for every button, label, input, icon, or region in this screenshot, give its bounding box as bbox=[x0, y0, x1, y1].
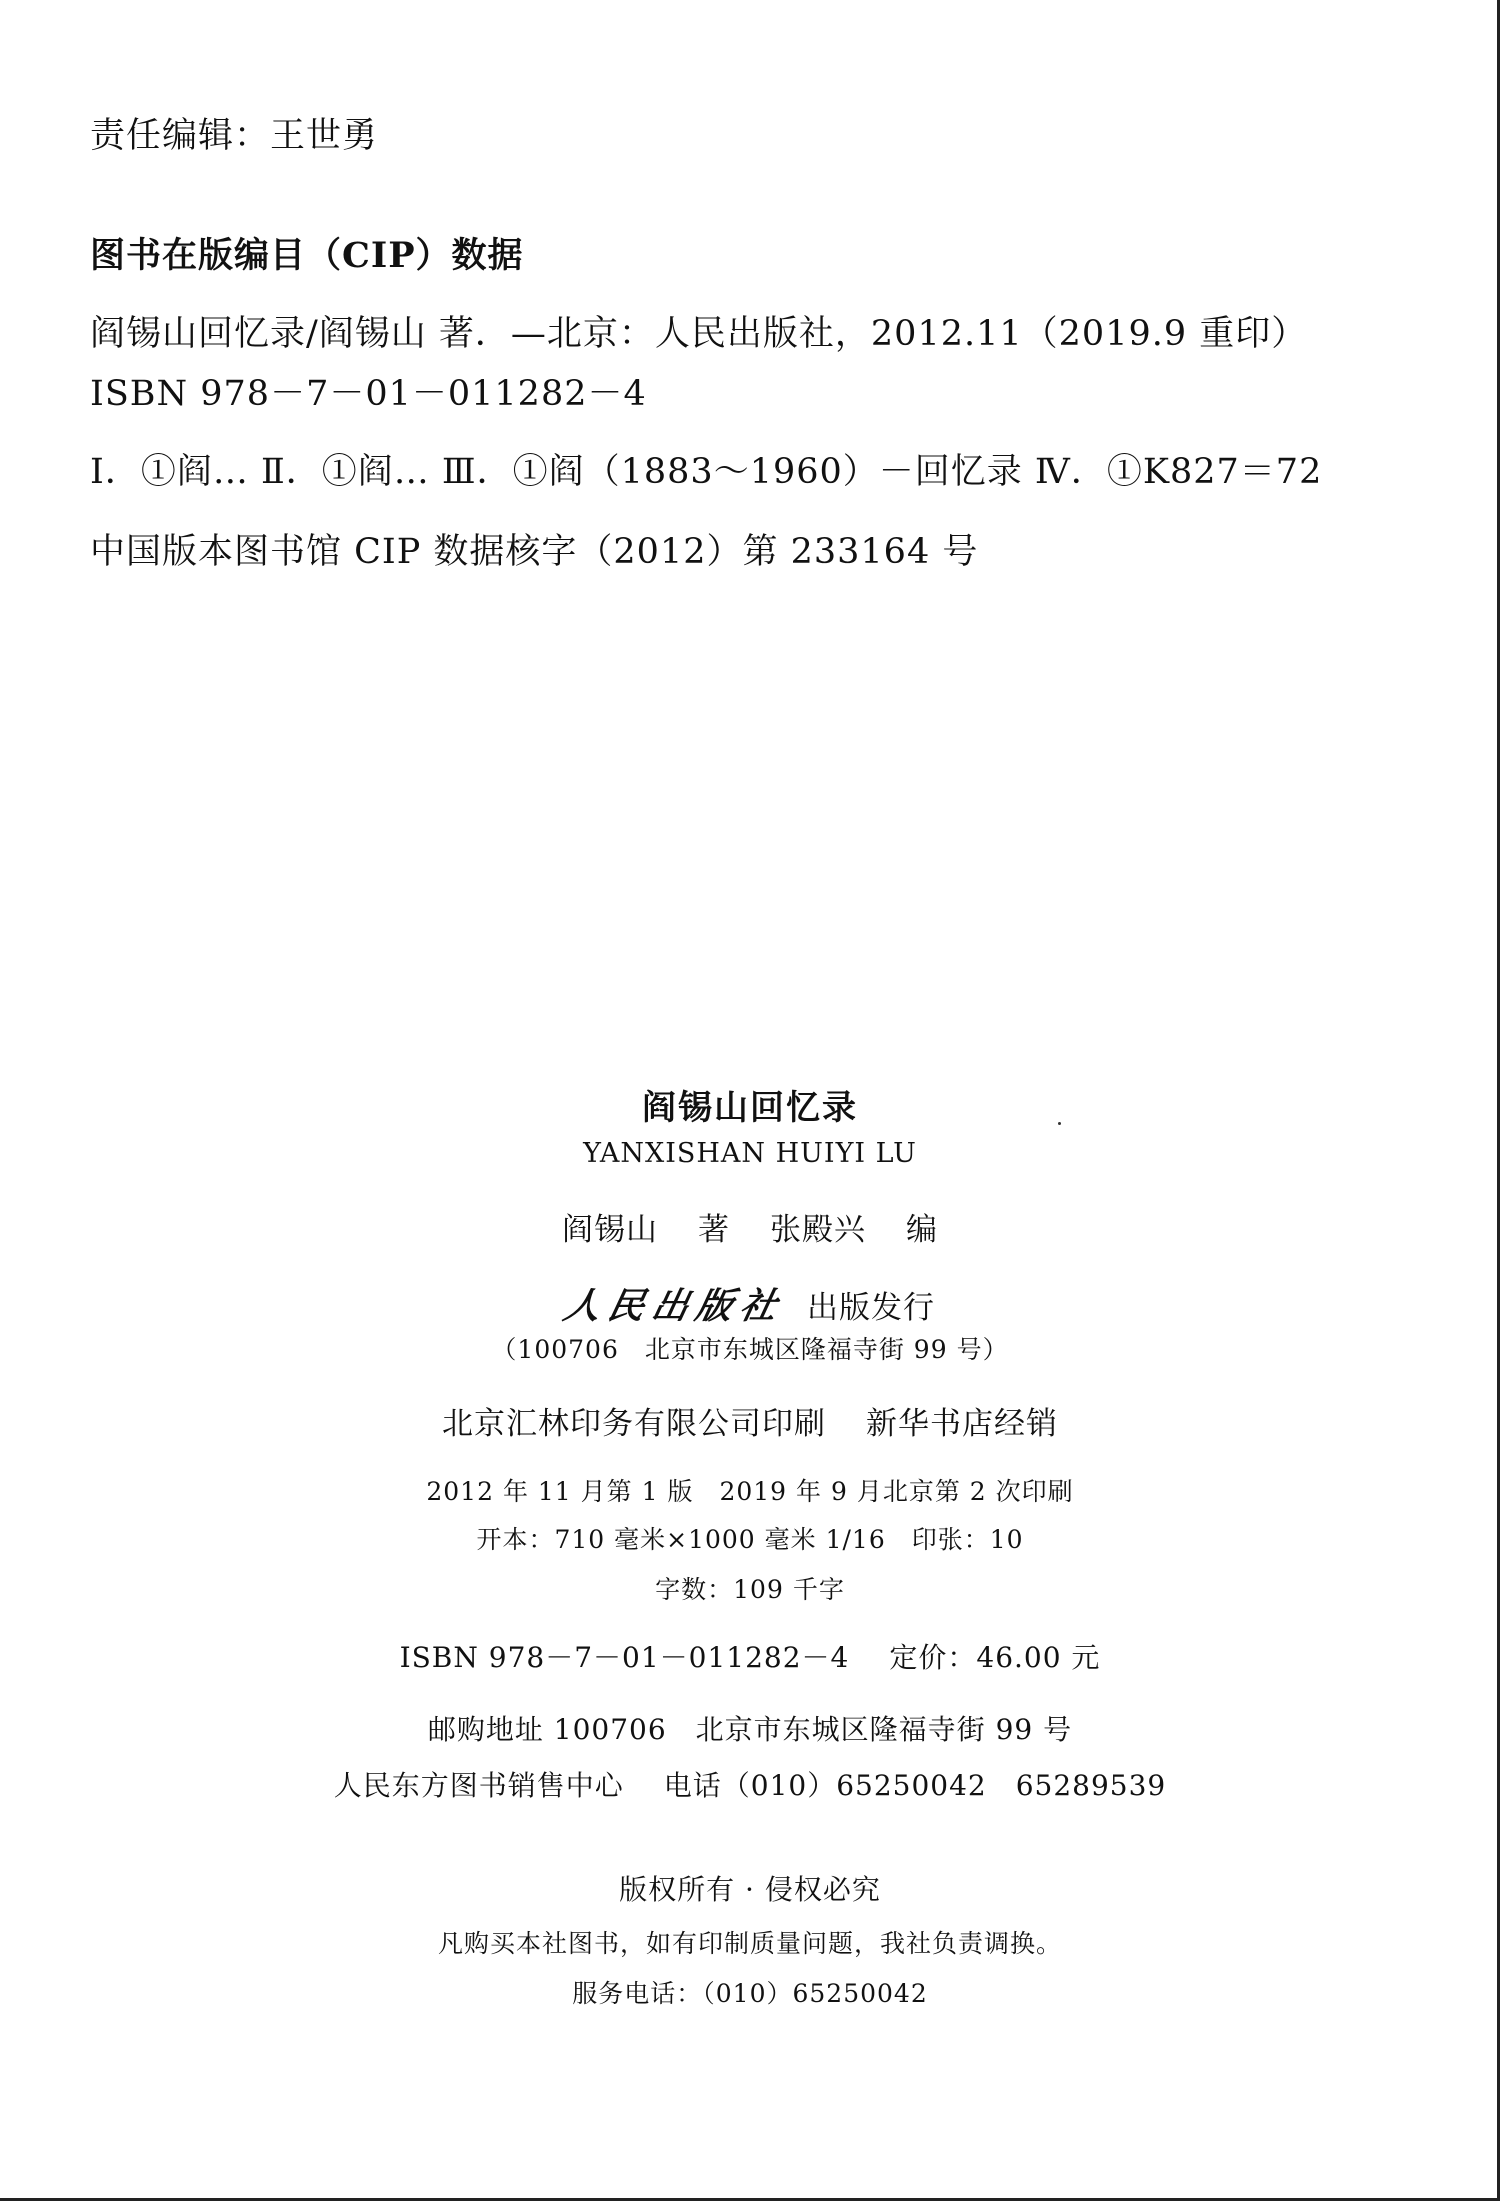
edition-info: 2012 年 11 月第 1 版 2019 年 9 月北京第 2 次印刷 bbox=[426, 1477, 1074, 1506]
service-phone: 服务电话：（010）65250042 bbox=[572, 1979, 928, 2008]
word-count: 字数：109 千字 bbox=[655, 1575, 845, 1604]
sales-line bbox=[0, 1764, 1500, 1804]
quality-notice: 凡购买本社图书，如有印制质量问题，我社负责调换。 bbox=[437, 1929, 1062, 1958]
cip-classification: Ⅰ．①阎… Ⅱ．①阎… Ⅲ．①阎（1883～1960）－回忆录 Ⅳ．①K827＝72 bbox=[90, 452, 1323, 492]
cip-isbn: ISBN 978－7－01－011282－4 bbox=[90, 374, 647, 414]
distributor: 新华书店经销 bbox=[866, 1406, 1058, 1442]
sales-center: 人民东方图书销售中心 bbox=[333, 1769, 624, 1802]
author-line bbox=[0, 1204, 1500, 1249]
mail-order-address: 邮购地址 100706 北京市东城区隆福寺街 99 号 bbox=[427, 1713, 1073, 1746]
editor-name: 张殿兴 bbox=[770, 1212, 866, 1248]
author-name: 阎锡山 bbox=[562, 1212, 658, 1248]
publisher-logo: 人民出版社 bbox=[559, 1285, 789, 1327]
colophon-isbn: ISBN 978－7－01－011282－4 bbox=[399, 1641, 850, 1674]
printer: 北京汇林印务有限公司印刷 bbox=[442, 1406, 826, 1442]
cip-heading: 图书在版编目（CIP）数据 bbox=[90, 235, 524, 276]
responsible-editor: 责任编辑：王世勇 bbox=[90, 116, 379, 156]
author-role: 著 bbox=[698, 1212, 730, 1248]
sales-phone: 电话（010）65250042 65289539 bbox=[663, 1769, 1167, 1802]
publisher-address: （100706 北京市东城区隆福寺街 99 号） bbox=[491, 1335, 1009, 1364]
printer-line bbox=[0, 1398, 1500, 1443]
editor-role: 编 bbox=[906, 1212, 938, 1248]
copyright-notice: 版权所有 · 侵权必究 bbox=[619, 1873, 881, 1906]
publisher-line bbox=[0, 1278, 1500, 1329]
price: 定价：46.00 元 bbox=[889, 1641, 1101, 1674]
book-title-pinyin: YANXISHAN HUIYI LU bbox=[583, 1138, 917, 1169]
format-info: 开本：710 毫米×1000 毫米 1/16 印张：10 bbox=[476, 1525, 1024, 1554]
cip-record-number: 中国版本图书馆 CIP 数据核字（2012）第 233164 号 bbox=[90, 532, 979, 572]
cip-title-line: 阎锡山回忆录/阎锡山 著．—北京：人民出版社，2012.11（2019.9 重印） bbox=[90, 314, 1308, 354]
isbn-price-line bbox=[0, 1636, 1500, 1676]
book-title: 阎锡山回忆录 bbox=[642, 1088, 858, 1128]
publisher-action: 出版发行 bbox=[807, 1290, 935, 1326]
